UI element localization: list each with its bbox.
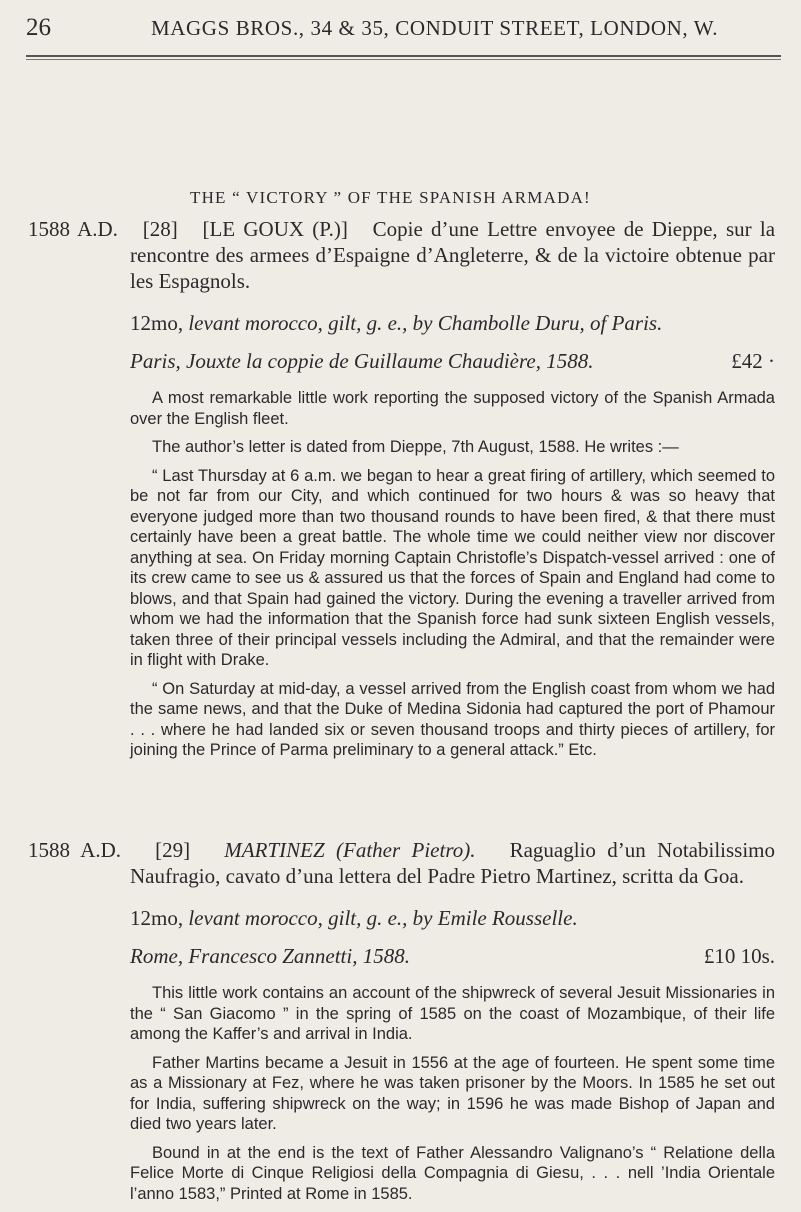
running-title: MAGGS BROS., 34 & 35, CONDUIT STREET, LONDON, W. (151, 16, 719, 40)
description-paragraph: Father Martins became a Jesuit in 1556 at the age of fourteen. He spent some time as a Missionary at Fez, where he was taken prisoner by the Moors. In 1585 he set out for India, suffering shipwreck on the way; in 1596 he was made Bishop of Japan and died two years later. (130, 1053, 775, 1133)
entry-price: £10 10s. (703, 944, 775, 968)
description-paragraph: This little work contains an account of the shipwreck of several Jesuit Missionaries in the “ San Giacomo ” in the spring of 1585 on the coast of Mozambique, of their life among the Kaffer’s and arrival in India. (130, 984, 775, 1043)
page-header (26, 14, 781, 46)
entry-headline (28, 837, 775, 889)
entry-imprint (130, 349, 775, 374)
entry-binding (130, 311, 775, 336)
header-rule (26, 55, 781, 57)
entry-price: £42 · (731, 349, 775, 373)
description-paragraph: “ Last Thursday at 6 a.m. we began to hear a great firing of artillery, which seemed to be not far from our City, and which continued for two hours & was so heavy that everyone judged more than two thousand rounds to have been fired, & that there must certainly have been a great battle. The whole time we could neither view nor discover anything at sea. On Friday morning Captain Christofle’s Dispatch-vessel arrived : one of its crew came to see us & assured us that the forces of Spain and England had come to blows, and that Spain had gained the victory. During the evening a traveller arrived from whom we had the information that the Spanish force had sunk sixteen English vessels, taken three of their principal vessels including the Admiral, and that the remainder were in flight with Drake. (130, 466, 775, 669)
header-rule-thin (26, 59, 781, 60)
description-paragraph: The author’s letter is dated from Dieppe, 7th August, 1588. He writes :— (152, 438, 679, 456)
entry-number: [28] (142, 217, 178, 241)
entry-title: Raguaglio d’un Notabilissimo Naufragio, cavato d’una lettera del Padre Pietro Martinez, scritta da Goa. (130, 838, 776, 888)
entry-format: 12mo, (130, 906, 184, 930)
page-number: 26 (26, 14, 51, 41)
description-paragraph: Bound in at the end is the text of Father Alessandro Valignano’s “ Relatione della Felice Morte di Cinque Religiosi della Compagnia di Giesu, . . . nell ’India Orientale l’anno 1583,” Printed at Rome in 1585. (130, 1143, 775, 1203)
entry-title: Copie d’une Lettre envoyee de Dieppe, sur la rencontre des armees d’Espaigne d’Angleterre, & de la victoire obtenue par les Espagnols. (130, 217, 776, 293)
entry-imprint-text: Paris, Jouxte la coppie de Guillaume Chaudière, 1588. (130, 349, 594, 373)
description-paragraph: “ On Saturday at mid-day, a vessel arrived from the English coast from whom we had the same news, and that the Duke of Medina Sidonia had captured the port of Phamour . . . where he had landed six or seven thousand troops and thirty pieces of artillery, for joining the Prince of Parma preliminary to a general attack.” Etc. (130, 679, 775, 759)
entry-imprint-text: Rome, Francesco Zannetti, 1588. (130, 944, 410, 968)
entry-author: [LE GOUX (P.)] (202, 217, 348, 241)
catalogue-entry (28, 216, 775, 769)
entry-author: MARTINEZ (Father Pietro). (224, 838, 476, 862)
entry-description (130, 388, 775, 761)
section-title: THE “ VICTORY ” OF THE SPANISH ARMADA! (190, 188, 591, 207)
entry-year: 1588 A.D. (28, 838, 122, 862)
entry-year: 1588 A.D. (28, 217, 118, 241)
entry-format: 12mo, (130, 311, 184, 335)
entry-description (130, 983, 775, 1204)
entry-imprint (130, 944, 775, 969)
catalogue-entry (28, 837, 775, 1212)
entry-binding-text: levant morocco, gilt, g. e., by Emile Rousselle. (188, 906, 578, 930)
entry-binding (130, 906, 775, 931)
entry-headline (28, 216, 775, 294)
entry-binding-text: levant morocco, gilt, g. e., by Chambolle Duru, of Paris. (188, 311, 663, 335)
description-paragraph: A most remarkable little work reporting the supposed victory of the Spanish Armada over the English fleet. (130, 389, 775, 428)
entry-number: [29] (155, 838, 191, 862)
